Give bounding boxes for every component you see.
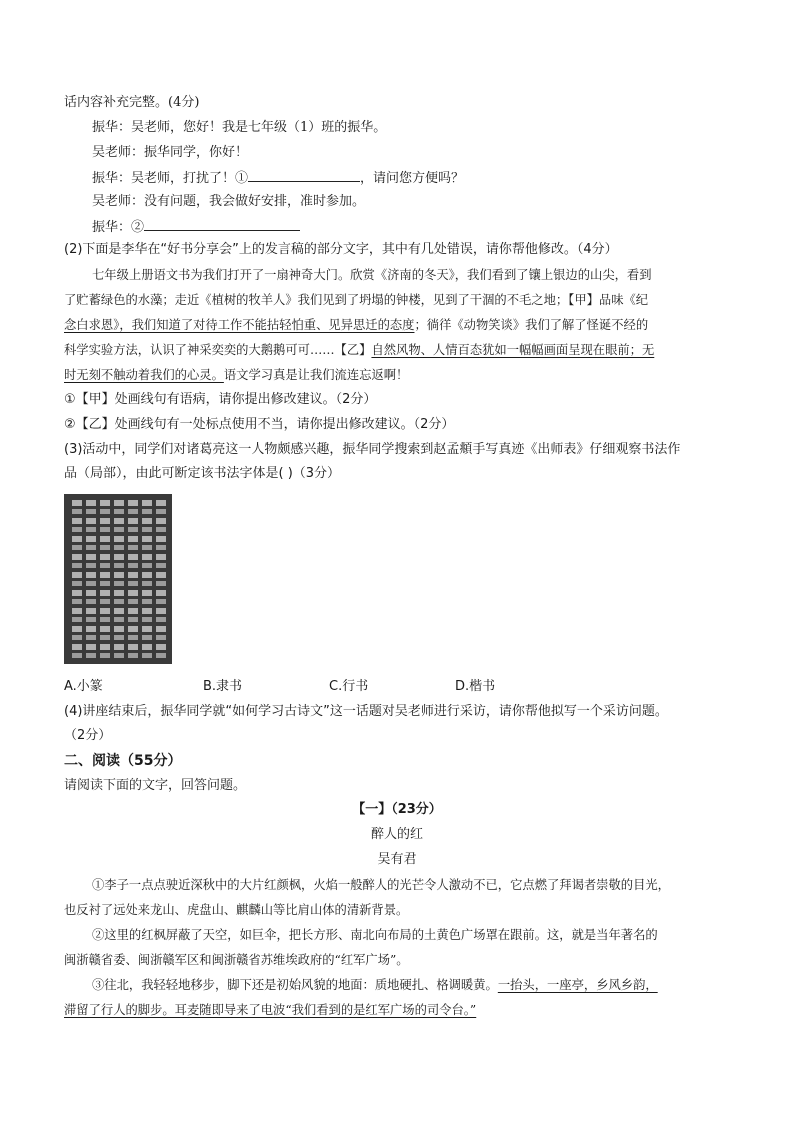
paragraph-2-line-1: ②这里的红枫屏蔽了天空，如巨伞，把长方形、南北向布局的土黄色广场罩在跟前。这，就是当年著名的 xyxy=(92,928,658,942)
section-2-instruction: 请阅读下面的文字，回答问题。 xyxy=(64,778,247,793)
question-4-line-2: （2分） xyxy=(64,728,112,743)
option-c[interactable]: C.行书 xyxy=(329,679,369,694)
dialogue-line-4: 吴老师：没有问题，我会做好安排，准时参加。 xyxy=(92,194,366,209)
section-2-heading: 二、阅读（55分） xyxy=(64,753,182,769)
dialogue-line-3-end: ，请问您方便吗？ xyxy=(360,171,465,186)
option-a[interactable]: A.小篆 xyxy=(64,679,103,694)
paragraph-3-start: ③往北，我轻轻地移步，脚下还是初始风貌的地面：质地硬扎、格调暖黄。 xyxy=(92,978,498,992)
dialogue-line-1: 振华：吴老师，您好！我是七年级（1）班的振华。 xyxy=(92,120,387,135)
dialogue-line-3-start: 振华：吴老师，打扰了！① xyxy=(92,171,249,186)
sub-question-1: ①【甲】处画线句有语病，请你提出修改建议。（2分） xyxy=(64,392,377,407)
article-author: 吴有君 xyxy=(377,852,417,867)
paragraph-3-line-1 xyxy=(92,976,658,994)
underlined-sentence-yi-part2: 时无刻不触动着我们的心灵。 xyxy=(64,368,224,382)
dialogue-line-5 xyxy=(92,217,300,237)
speech-line-3 xyxy=(64,316,648,334)
speech-line-5 xyxy=(64,366,408,384)
speech-line-3-rest: ；徜徉《动物笑谈》我们了解了怪诞不经的 xyxy=(414,318,649,332)
speech-line-5-rest: 语文学习真是让我们流连忘返啊！ xyxy=(223,368,409,382)
speech-line-4 xyxy=(64,341,654,359)
underlined-sentence-yi-part1: 自然风物、人情百态犹如一幅幅画面呈现在眼前；无 xyxy=(371,343,655,357)
article-title: 醉人的红 xyxy=(370,827,423,842)
underlined-sentence-p3-cont: 滞留了行人的脚步。耳麦随即导来了电波“我们看到的是红军广场的司令台。” xyxy=(64,1003,477,1017)
underlined-sentence-p3: 一抬头，一座亭，乡风乡韵， xyxy=(497,978,658,992)
paragraph-1-line-1: ①李子一点点驶近深秋中的大片红颜枫，火焰一般醉人的光芒令人激动不已，它点燃了拜谒者崇敬的目光， xyxy=(92,878,670,892)
question-2: (2)下面是李华在“好书分享会”上的发言稿的部分文字，其中有几处错误，请你帮他修改。（4分） xyxy=(64,242,618,257)
speech-line-1: 七年级上册语文书为我们打开了一扇神奇大门。欣赏《济南的冬天》，我们看到了镶上银边的山尖，看到 xyxy=(92,268,652,282)
question-3-line-1: (3)活动中，同学们对诸葛亮这一人物颇感兴趣，振华同学搜索到赵孟頫手写真迹《出师表》仔细观察书法作 xyxy=(64,442,681,457)
part-1-heading: 【一】（23分） xyxy=(352,802,442,817)
calligraphy-image xyxy=(64,494,172,664)
question-4-line-1: (4)讲座结束后，振华同学就“如何学习古诗文”这一话题对吴老师进行采访，请你帮他拟写一个采访问题。 xyxy=(64,704,668,719)
paragraph-1-line-2: 也反衬了远处来龙山、虎盘山、麒麟山等比肩山体的清新背景。 xyxy=(64,903,409,917)
paragraph-2-line-2: 闽浙赣省委、闽浙赣军区和闽浙赣省苏维埃政府的“红军广场”。 xyxy=(64,953,409,967)
answer-blank-2[interactable] xyxy=(144,217,300,231)
sub-question-2: ②【乙】处画线句有一处标点使用不当，请你提出修改建议。（2分） xyxy=(64,417,455,432)
intro-line: 话内容补充完整。(4分) xyxy=(64,95,200,110)
answer-blank-1[interactable] xyxy=(248,168,360,182)
paragraph-3-line-2 xyxy=(64,1001,476,1019)
dialogue-line-5-start: 振华：② xyxy=(92,220,145,235)
speech-line-2: 了贮蓄绿色的水藻；走近《植树的牧羊人》我们见到了坍塌的钟楼，见到了干涸的不毛之地；【甲】品味《纪 xyxy=(64,293,649,307)
option-d[interactable]: D.楷书 xyxy=(455,679,496,694)
dialogue-line-3 xyxy=(92,168,464,188)
speech-line-4-start: 科学实验方法，认识了神采奕奕的大鹅鹅可可……【乙】 xyxy=(64,343,372,357)
option-b[interactable]: B.隶书 xyxy=(203,679,243,694)
underlined-sentence-jia: 念白求恩》，我们知道了对待工作不能拈轻怕重、见异思迁的态度 xyxy=(64,318,415,332)
question-3-line-2: 品（局部），由此可断定该书法字体是( )（3分） xyxy=(64,466,341,481)
dialogue-line-2: 吴老师：振华同学，你好！ xyxy=(92,145,249,160)
